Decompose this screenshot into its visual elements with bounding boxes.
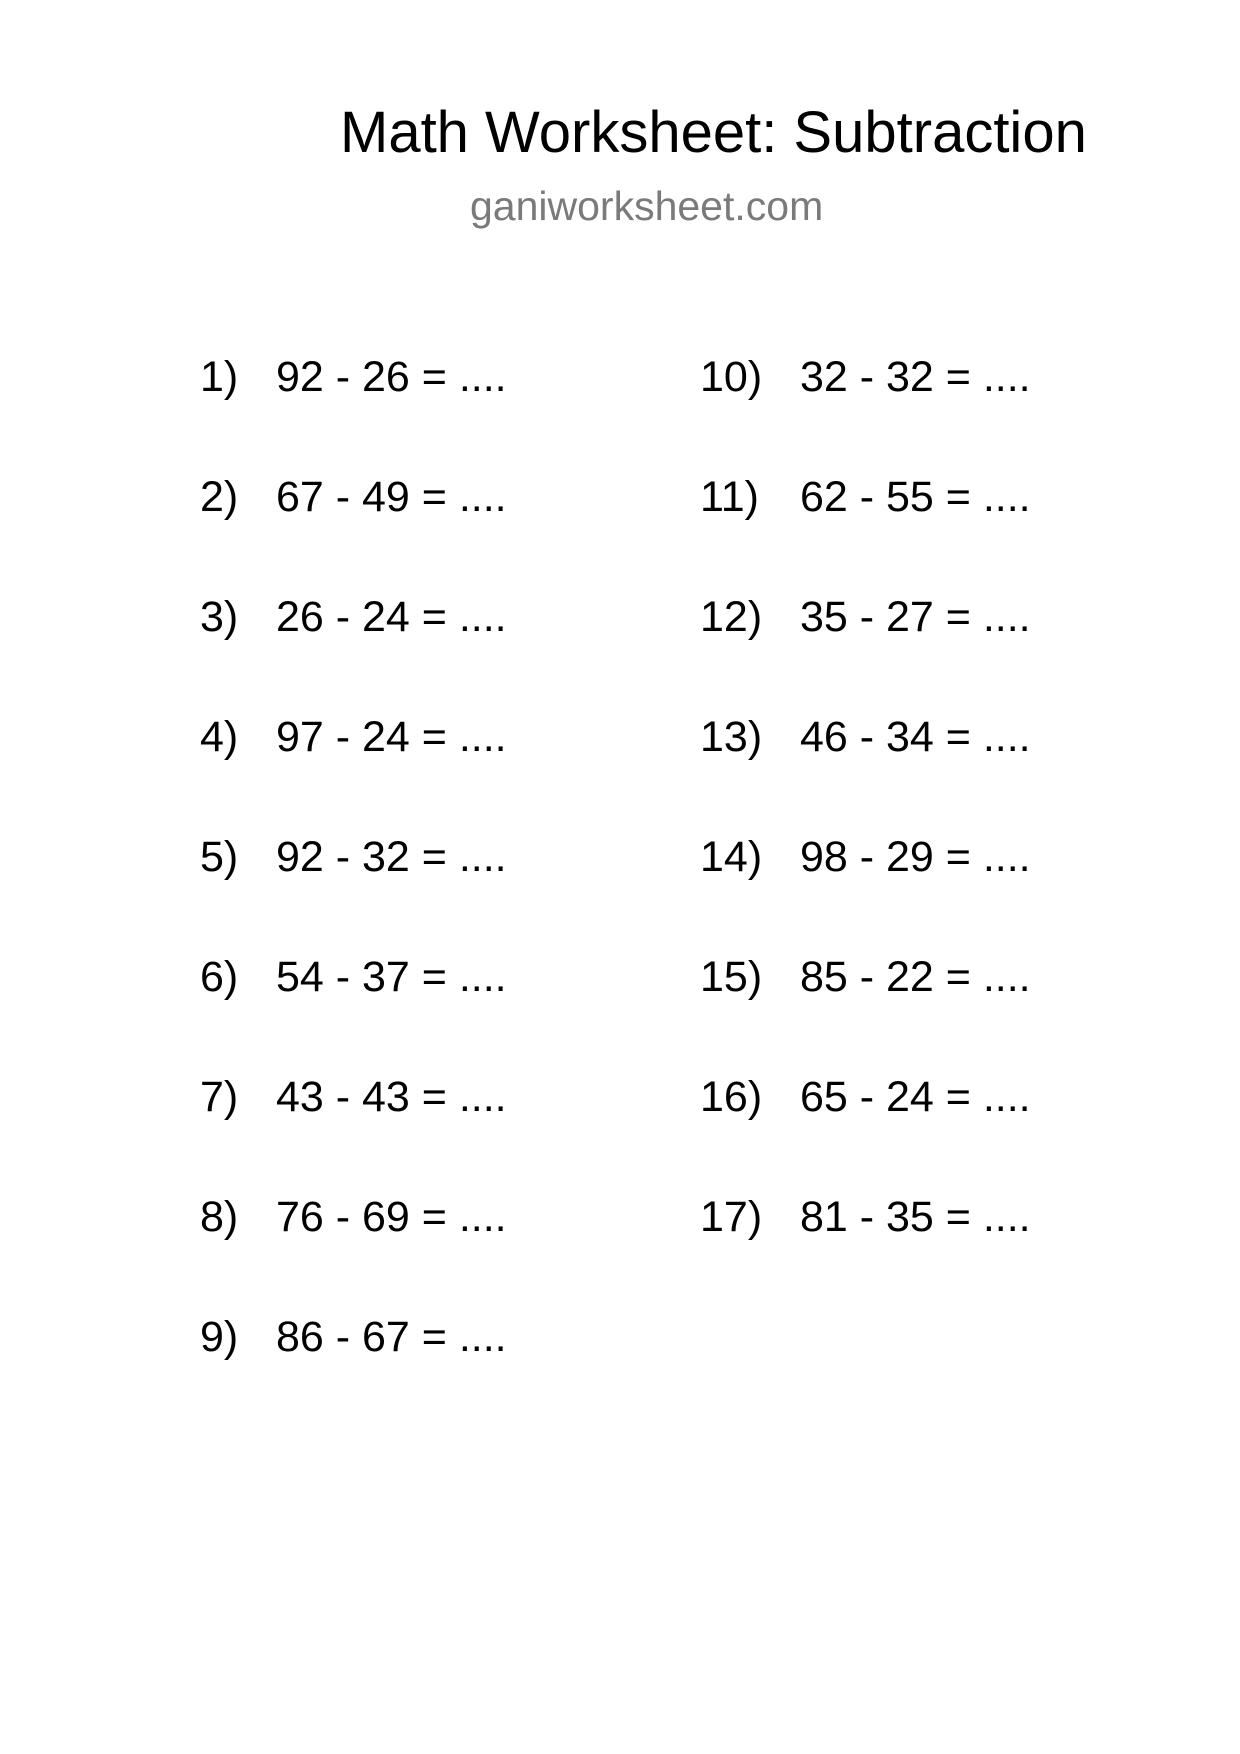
- problem-item: [700, 707, 1031, 827]
- problem-item: [700, 347, 1031, 467]
- problem-item: [200, 827, 507, 947]
- problem-expression: 98 - 29 = ....: [799, 833, 1031, 881]
- problem-item: [200, 1187, 507, 1307]
- problem-number: 16): [700, 1073, 763, 1121]
- problem-number: 3): [200, 593, 239, 641]
- problem-number: 4): [200, 713, 239, 761]
- problem-item: [700, 1187, 1031, 1307]
- problem-number: 7): [200, 1073, 239, 1121]
- problem-item: [700, 1067, 1031, 1187]
- problem-number: 13): [700, 713, 763, 761]
- problem-expression: 97 - 24 = ....: [275, 713, 507, 761]
- problem-item: [700, 467, 1031, 587]
- problem-number: 14): [700, 833, 763, 881]
- problem-number: 17): [700, 1193, 763, 1241]
- site-name: ganiworksheet.com: [470, 183, 824, 229]
- problem-expression: 46 - 34 = ....: [799, 713, 1031, 761]
- problem-item: [200, 707, 507, 827]
- problem-item: [200, 1067, 507, 1187]
- problem-expression: 86 - 67 = ....: [275, 1313, 507, 1361]
- problem-item: [700, 827, 1031, 947]
- problem-number: 6): [200, 953, 239, 1001]
- problem-item: [200, 947, 507, 1067]
- problem-expression: 67 - 49 = ....: [275, 473, 507, 521]
- problem-expression: 26 - 24 = ....: [275, 593, 507, 641]
- problem-number: 1): [200, 353, 239, 401]
- problem-number: 5): [200, 833, 239, 881]
- problem-number: 2): [200, 473, 239, 521]
- problem-expression: 43 - 43 = ....: [275, 1073, 507, 1121]
- problem-expression: 32 - 32 = ....: [799, 353, 1031, 401]
- problem-item: [700, 587, 1031, 707]
- problem-item: [200, 467, 507, 587]
- problem-number: 15): [700, 953, 763, 1001]
- page-title: Math Worksheet: Subtraction: [340, 100, 1087, 165]
- problem-item: [200, 587, 507, 707]
- problem-number: 11): [700, 473, 759, 521]
- problem-expression: 92 - 32 = ....: [275, 833, 507, 881]
- problem-expression: 54 - 37 = ....: [275, 953, 507, 1001]
- problem-number: 8): [200, 1193, 239, 1241]
- problem-item: [200, 347, 507, 467]
- problem-expression: 81 - 35 = ....: [799, 1193, 1031, 1241]
- problem-number: 9): [200, 1313, 239, 1361]
- problem-expression: 65 - 24 = ....: [799, 1073, 1031, 1121]
- problem-number: 12): [700, 593, 763, 641]
- problem-expression: 85 - 22 = ....: [799, 953, 1031, 1001]
- problem-expression: 35 - 27 = ....: [799, 593, 1031, 641]
- problem-item: [700, 947, 1031, 1067]
- problem-expression: 76 - 69 = ....: [275, 1193, 507, 1241]
- problems-column-left: [200, 347, 507, 1427]
- problem-expression: 62 - 55 = ....: [799, 473, 1031, 521]
- problem-item: [200, 1307, 507, 1427]
- problem-expression: 92 - 26 = ....: [275, 353, 507, 401]
- problem-number: 10): [700, 353, 763, 401]
- problems-column-right: [700, 347, 1031, 1307]
